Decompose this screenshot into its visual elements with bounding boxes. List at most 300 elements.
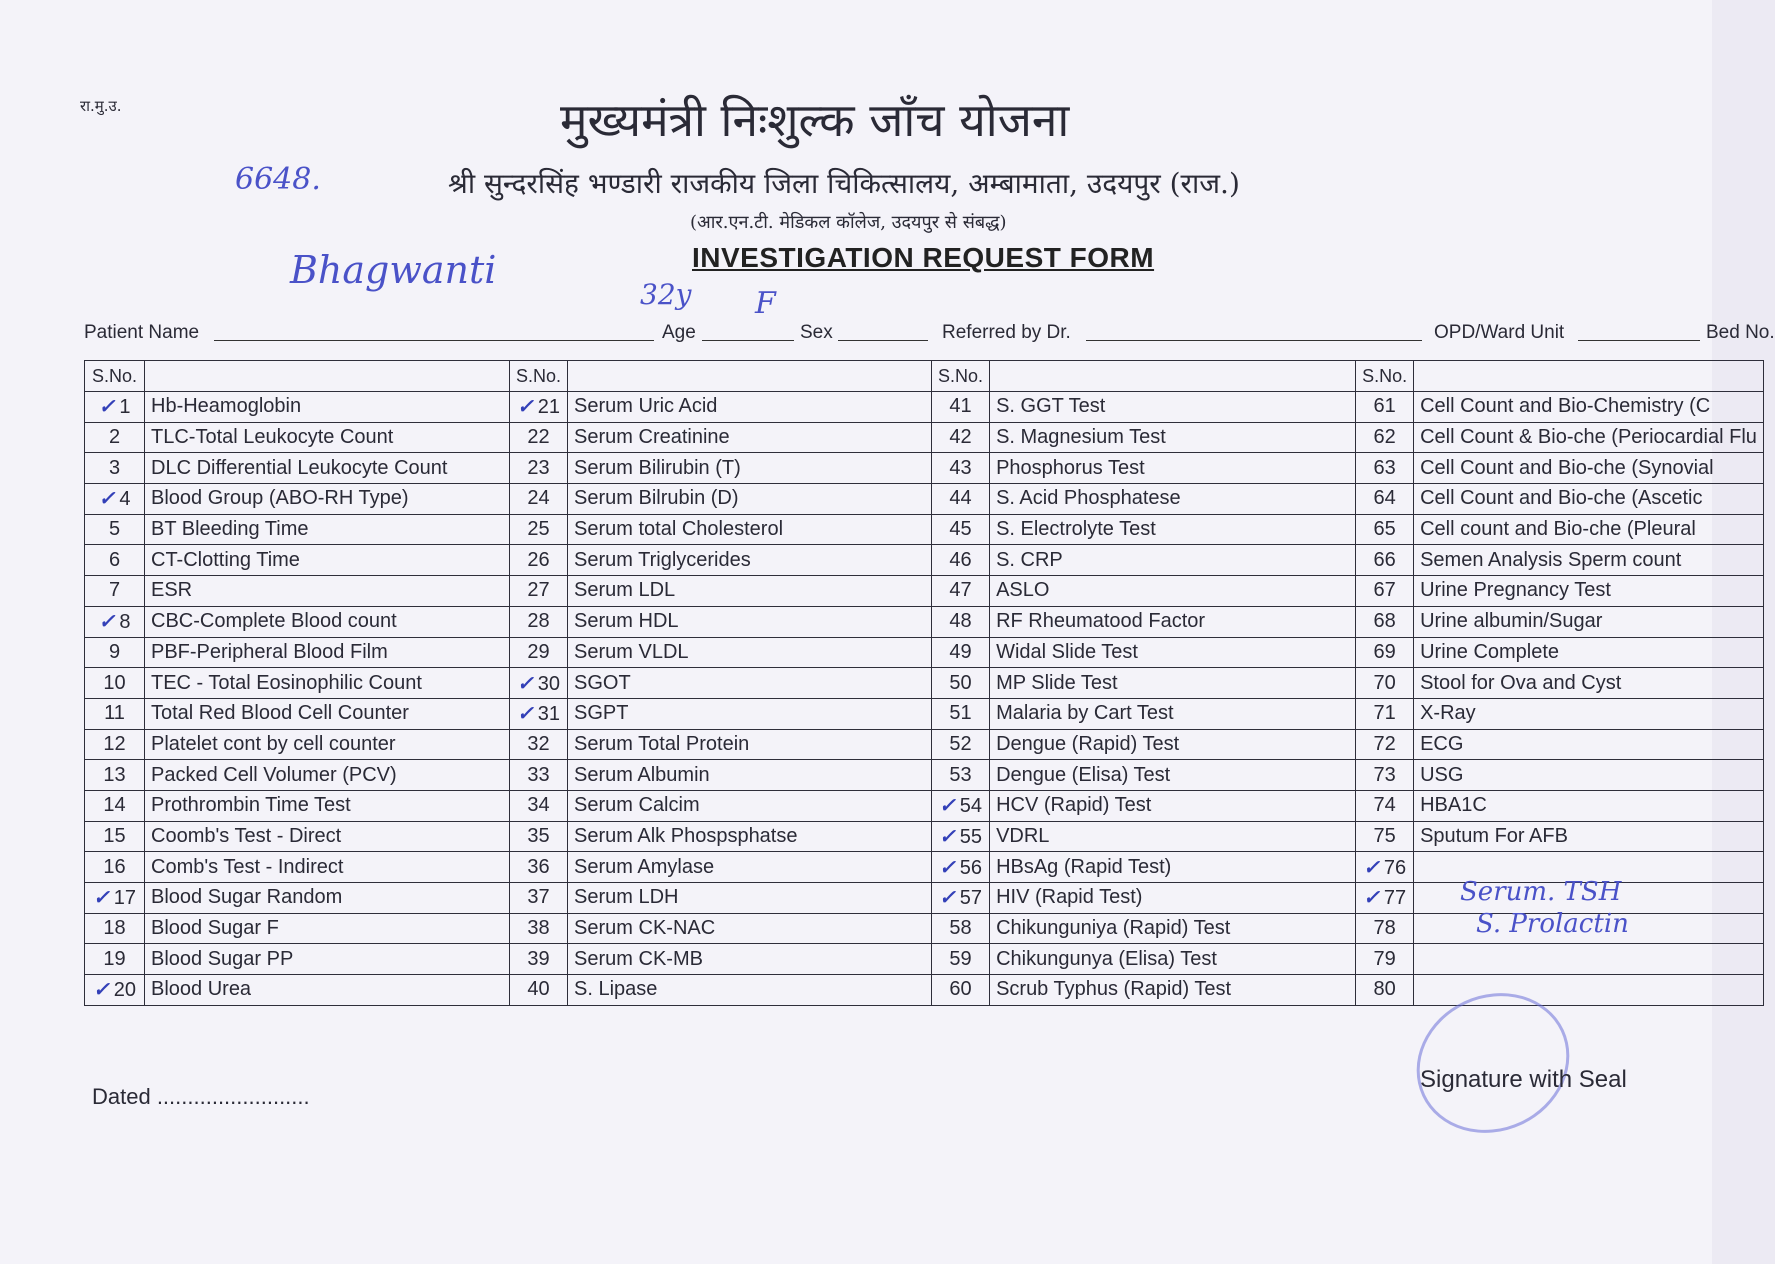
test-name: Serum Amylase (574, 855, 715, 878)
test-name: TEC - Total Eosinophilic Count (151, 671, 422, 694)
test-serial-number: 70 (1373, 671, 1396, 694)
test-serial-number: 75 (1373, 824, 1396, 847)
test-serial-cell[interactable] (1356, 453, 1414, 484)
test-name: Coomb's Test - Direct (151, 824, 342, 847)
checkmark-icon: ✓ (92, 887, 110, 910)
test-name: Chikunguniya (Rapid) Test (996, 917, 1231, 940)
table-row (85, 821, 1764, 852)
test-serial-number: 23 (527, 456, 550, 479)
test-name: Blood Urea (151, 978, 252, 1001)
test-serial-number: 26 (527, 548, 550, 571)
test-serial-cell[interactable] (932, 821, 990, 852)
test-serial-cell[interactable] (85, 975, 145, 1006)
test-serial-cell[interactable] (510, 392, 568, 423)
test-serial-cell[interactable] (85, 821, 145, 852)
handwritten-age: 32y (640, 278, 692, 311)
test-serial-cell[interactable] (932, 790, 990, 821)
test-name-cell (990, 729, 1356, 760)
test-serial-number: 47 (949, 579, 972, 602)
test-serial-cell[interactable] (1356, 913, 1414, 944)
table-row (85, 606, 1764, 637)
test-name: Sputum For AFB (1420, 824, 1568, 847)
test-name-cell (990, 637, 1356, 668)
test-serial-cell[interactable] (85, 637, 145, 668)
test-serial-cell[interactable] (510, 453, 568, 484)
test-serial-number: 67 (1373, 579, 1396, 602)
handwritten-reg-no: 6648. (235, 162, 321, 197)
test-serial-cell[interactable] (1356, 883, 1414, 914)
table-header-row (85, 361, 1764, 392)
test-serial-cell[interactable] (1356, 760, 1414, 791)
test-name-cell (990, 576, 1356, 607)
test-serial-number: 77 (1383, 887, 1407, 910)
test-serial-cell[interactable] (510, 606, 568, 637)
checkmark-icon: ✓ (939, 856, 956, 879)
test-serial-cell[interactable] (932, 484, 990, 515)
test-name: BT Bleeding Time (151, 518, 309, 541)
checkmark-icon: ✓ (939, 825, 956, 848)
test-serial-number: 69 (1373, 640, 1396, 663)
test-serial-number: 34 (527, 794, 550, 817)
test-serial-cell[interactable] (510, 484, 568, 515)
test-name-cell (145, 760, 510, 791)
test-serial-cell[interactable] (510, 729, 568, 760)
test-name: HBA1C (1420, 794, 1487, 817)
test-serial-number: 11 (104, 702, 125, 725)
test-serial-number: 41 (949, 395, 972, 418)
test-name-cell (1414, 698, 1764, 729)
scheme-title: मुख्यमंत्री निःशुल्क जाँच योजना (560, 93, 1070, 147)
test-name-cell (990, 790, 1356, 821)
test-serial-number: 66 (1373, 548, 1396, 571)
test-serial-number: 20 (113, 979, 136, 1002)
test-name: Malaria by Cart Test (996, 702, 1174, 725)
test-serial-number: 62 (1373, 426, 1396, 449)
test-serial-number: 1 (119, 396, 131, 419)
sno-header: S.No. (932, 361, 990, 392)
test-serial-cell[interactable] (932, 852, 990, 883)
test-name: Cell Count and Bio-che (Ascetic (1420, 487, 1703, 510)
test-serial-number: 42 (949, 426, 972, 449)
test-name: Serum LDL (574, 579, 676, 602)
test-serial-cell[interactable] (932, 729, 990, 760)
test-serial-cell[interactable] (510, 975, 568, 1006)
test-name-cell (990, 392, 1356, 423)
table-row (85, 698, 1764, 729)
test-name: Prothrombin Time Test (151, 794, 351, 817)
test-serial-cell[interactable] (932, 975, 990, 1006)
test-name-cell (1414, 545, 1764, 576)
opd-ward-line[interactable] (1578, 340, 1700, 341)
test-serial-cell[interactable] (932, 392, 990, 423)
test-name-cell (145, 392, 510, 423)
test-serial-cell[interactable] (510, 883, 568, 914)
table-row (85, 729, 1764, 760)
table-row (85, 944, 1764, 975)
test-serial-number: 49 (949, 640, 972, 663)
test-name-cell (568, 545, 932, 576)
test-name-cell (568, 484, 932, 515)
test-name-cell (145, 975, 510, 1006)
test-name: Dengue (Rapid) Test (996, 732, 1180, 755)
test-serial-cell[interactable] (510, 698, 568, 729)
table-row (85, 422, 1764, 453)
checkmark-icon: ✓ (98, 396, 116, 419)
table-row (85, 790, 1764, 821)
test-serial-number: 4 (119, 488, 131, 511)
test-serial-cell[interactable] (932, 883, 990, 914)
test-serial-cell[interactable] (1356, 422, 1414, 453)
test-serial-cell[interactable] (1356, 944, 1414, 975)
test-serial-number: 3 (108, 456, 121, 479)
test-serial-number: 8 (119, 611, 131, 634)
test-serial-number: 17 (113, 887, 136, 910)
test-serial-number: 27 (527, 579, 550, 602)
test-name: HCV (Rapid) Test (996, 794, 1152, 817)
test-name-cell (145, 576, 510, 607)
test-serial-number: 32 (527, 732, 550, 755)
test-serial-number: 46 (949, 548, 972, 571)
test-serial-cell[interactable] (510, 514, 568, 545)
test-name-cell (568, 514, 932, 545)
test-name-cell (990, 852, 1356, 883)
test-name-cell (1414, 668, 1764, 699)
test-serial-number: 38 (527, 917, 550, 940)
checkmark-icon: ✓ (517, 396, 534, 419)
test-serial-cell[interactable] (510, 545, 568, 576)
test-serial-cell[interactable] (85, 913, 145, 944)
test-serial-number: 18 (103, 917, 126, 940)
test-name-cell (145, 422, 510, 453)
test-serial-number: 56 (959, 856, 983, 879)
test-name: Cell count and Bio-che (Pleural (1420, 518, 1696, 541)
test-serial-cell[interactable] (510, 576, 568, 607)
test-serial-cell[interactable] (1356, 729, 1414, 760)
test-name-cell (568, 944, 932, 975)
test-name: X-Ray (1420, 702, 1476, 725)
test-name: USG (1420, 763, 1464, 786)
test-name: VDRL (996, 824, 1050, 847)
test-serial-cell[interactable] (932, 576, 990, 607)
sex-line[interactable] (838, 340, 928, 341)
test-name-cell (568, 668, 932, 699)
test-serial-cell[interactable] (85, 484, 145, 515)
test-serial-number: 48 (949, 610, 972, 633)
test-name-cell (990, 944, 1356, 975)
test-serial-cell[interactable] (510, 913, 568, 944)
test-serial-cell[interactable] (85, 545, 145, 576)
test-name-cell (990, 975, 1356, 1006)
test-name-cell (568, 883, 932, 914)
test-serial-cell[interactable] (85, 576, 145, 607)
test-name-cell (990, 913, 1356, 944)
test-serial-number: 40 (527, 978, 550, 1001)
test-serial-cell[interactable] (1356, 484, 1414, 515)
test-name-cell (145, 606, 510, 637)
test-header (1414, 361, 1764, 392)
test-serial-number: 76 (1383, 856, 1407, 879)
test-name: S. Electrolyte Test (996, 518, 1156, 541)
test-serial-cell[interactable] (85, 392, 145, 423)
test-serial-cell[interactable] (932, 698, 990, 729)
test-serial-number: 79 (1373, 947, 1396, 970)
test-name-cell (990, 545, 1356, 576)
test-serial-number: 10 (103, 671, 126, 694)
test-serial-cell[interactable] (510, 944, 568, 975)
test-serial-number: 28 (527, 610, 550, 633)
test-serial-cell[interactable] (510, 790, 568, 821)
patient-name-line[interactable] (214, 340, 654, 341)
test-name: Cell Count and Bio-che (Synovial (1420, 456, 1714, 479)
test-name-cell (1414, 790, 1764, 821)
test-serial-cell[interactable] (1356, 392, 1414, 423)
test-serial-number: 30 (537, 672, 561, 695)
test-serial-cell[interactable] (932, 422, 990, 453)
test-serial-number: 59 (949, 947, 972, 970)
test-header (568, 361, 932, 392)
test-serial-number: 53 (949, 763, 972, 786)
test-serial-cell[interactable] (932, 944, 990, 975)
test-name-cell (568, 975, 932, 1006)
test-serial-number: 16 (103, 855, 126, 878)
test-name-cell (145, 821, 510, 852)
test-serial-number: 78 (1373, 917, 1396, 940)
table-row (85, 392, 1764, 423)
test-serial-number: 15 (103, 824, 126, 847)
test-name-cell (1414, 760, 1764, 791)
test-serial-cell[interactable] (85, 760, 145, 791)
test-name: S. Magnesium Test (996, 426, 1166, 449)
test-serial-cell[interactable] (1356, 637, 1414, 668)
test-serial-number: 43 (949, 456, 972, 479)
test-name-cell (145, 545, 510, 576)
test-serial-cell[interactable] (932, 606, 990, 637)
affiliation-line: (आर.एन.टी. मेडिकल कॉलेज, उदयपुर से संबद्ध) (690, 212, 1007, 233)
test-serial-cell[interactable] (85, 852, 145, 883)
test-header (145, 361, 510, 392)
test-serial-number: 45 (949, 518, 972, 541)
test-serial-cell[interactable] (932, 453, 990, 484)
patient-name-label: Patient Name (84, 322, 200, 343)
test-name-cell (568, 606, 932, 637)
test-serial-cell[interactable] (510, 760, 568, 791)
signature-with-seal-label: Signature with Seal (1420, 1066, 1627, 1093)
test-name-cell (1414, 729, 1764, 760)
test-serial-cell[interactable] (85, 729, 145, 760)
test-serial-cell[interactable] (1356, 698, 1414, 729)
checkmark-icon: ✓ (98, 488, 116, 511)
test-name-cell (1414, 484, 1764, 515)
extra-test-1: Serum. TSH (1460, 877, 1622, 907)
test-name: Chikungunya (Elisa) Test (996, 947, 1217, 970)
referred-by-line[interactable] (1086, 340, 1422, 341)
test-serial-number: 9 (108, 640, 121, 663)
test-name: Blood Sugar PP (151, 947, 294, 970)
test-name-cell (145, 453, 510, 484)
test-serial-cell[interactable] (1356, 852, 1414, 883)
test-name-cell (990, 698, 1356, 729)
test-name: CT-Clotting Time (151, 548, 300, 571)
test-serial-number: 7 (108, 579, 121, 602)
test-serial-cell[interactable] (85, 422, 145, 453)
table-row (85, 545, 1764, 576)
test-serial-cell[interactable] (510, 668, 568, 699)
test-serial-number: 2 (108, 426, 121, 449)
test-serial-cell[interactable] (1356, 606, 1414, 637)
test-name: Stool for Ova and Cyst (1420, 671, 1622, 694)
dated-field[interactable]: Dated ......................... (92, 1084, 310, 1109)
test-serial-number: 5 (108, 518, 121, 541)
test-name: RF Rheumatood Factor (996, 610, 1206, 633)
test-name-cell (568, 913, 932, 944)
test-serial-cell[interactable] (510, 422, 568, 453)
test-name-cell (1414, 944, 1764, 975)
sex-label: Sex (800, 322, 833, 343)
test-name-cell (1414, 576, 1764, 607)
test-serial-cell[interactable] (932, 514, 990, 545)
test-name-cell (568, 453, 932, 484)
hospital-name: श्री सुन्दरसिंह भण्डारी राजकीय जिला चिकित्सालय, अम्बामाता, उदयपुर (राज.) (448, 167, 1240, 200)
test-name-cell (568, 392, 932, 423)
test-serial-cell[interactable] (932, 668, 990, 699)
test-serial-cell[interactable] (932, 545, 990, 576)
test-serial-cell[interactable] (85, 453, 145, 484)
test-serial-number: 29 (527, 640, 550, 663)
test-name: Packed Cell Volumer (PCV) (151, 763, 397, 786)
test-name-cell (990, 422, 1356, 453)
test-serial-cell[interactable] (85, 668, 145, 699)
test-serial-number: 65 (1373, 518, 1396, 541)
test-serial-number: 55 (959, 825, 983, 848)
test-name-cell (568, 698, 932, 729)
test-name-cell (1414, 453, 1764, 484)
test-serial-number: 39 (527, 947, 550, 970)
test-name-cell (1414, 821, 1764, 852)
sno-header: S.No. (85, 361, 145, 392)
test-name-cell (145, 729, 510, 760)
test-name: HBsAg (Rapid Test) (996, 855, 1172, 878)
test-serial-number: 44 (949, 487, 972, 510)
test-name-cell (568, 729, 932, 760)
test-serial-cell[interactable] (1356, 821, 1414, 852)
test-name-cell (568, 821, 932, 852)
test-serial-number: 58 (949, 917, 972, 940)
test-name-cell (568, 760, 932, 791)
test-name: Phosphorus Test (996, 456, 1145, 479)
test-serial-cell[interactable] (85, 606, 145, 637)
test-name: DLC Differential Leukocyte Count (151, 456, 448, 479)
test-serial-number: 35 (527, 824, 550, 847)
sno-header: S.No. (1356, 361, 1414, 392)
test-name: S. Acid Phosphatese (996, 487, 1181, 510)
test-serial-number: 63 (1373, 456, 1396, 479)
test-serial-cell[interactable] (85, 790, 145, 821)
test-name: SGOT (574, 671, 631, 694)
test-name: Serum Total Protein (574, 732, 750, 755)
test-name-cell (145, 637, 510, 668)
test-serial-cell[interactable] (932, 637, 990, 668)
test-name: Serum Bilirubin (T) (574, 456, 741, 479)
referred-by-label: Referred by Dr. (942, 322, 1071, 343)
test-serial-number: 37 (527, 886, 550, 909)
test-name-cell (145, 852, 510, 883)
test-name-cell (145, 944, 510, 975)
table-row (85, 576, 1764, 607)
test-serial-cell[interactable] (1356, 514, 1414, 545)
test-serial-number: 50 (949, 671, 972, 694)
test-name-cell (1414, 637, 1764, 668)
corner-code: रा.मु.उ. (80, 97, 122, 115)
test-serial-number: 14 (103, 794, 126, 817)
test-name: Urine albumin/Sugar (1420, 610, 1603, 633)
test-name: Serum Uric Acid (574, 395, 718, 418)
age-line[interactable] (702, 340, 794, 341)
test-name: Serum Bilrubin (D) (574, 487, 739, 510)
test-serial-cell[interactable] (85, 698, 145, 729)
test-name: Platelet cont by cell counter (151, 732, 396, 755)
test-serial-number: 60 (949, 978, 972, 1001)
checkmark-icon: ✓ (92, 979, 110, 1002)
test-name: Semen Analysis Sperm count (1420, 548, 1682, 571)
test-name-cell (145, 883, 510, 914)
test-name: Cell Count and Bio-Chemistry (C (1420, 395, 1711, 418)
test-serial-cell[interactable] (510, 852, 568, 883)
test-name: Serum HDL (574, 610, 679, 633)
test-serial-number: 51 (949, 702, 972, 725)
test-serial-number: 36 (527, 855, 550, 878)
test-name: Blood Sugar F (151, 917, 279, 940)
test-serial-cell[interactable] (85, 883, 145, 914)
test-serial-number: 25 (527, 518, 550, 541)
test-serial-number: 33 (527, 763, 550, 786)
test-name: Blood Group (ABO-RH Type) (151, 487, 409, 510)
test-serial-cell[interactable] (85, 514, 145, 545)
handwritten-extra-tests (1460, 876, 1629, 940)
checkmark-icon: ✓ (517, 703, 534, 726)
test-name: ASLO (996, 579, 1050, 602)
test-name-cell (990, 514, 1356, 545)
table-row (85, 453, 1764, 484)
test-name: Hb-Heamoglobin (151, 395, 302, 418)
test-serial-number: 80 (1373, 978, 1396, 1001)
test-name-cell (990, 606, 1356, 637)
test-name: Cell Count & Bio-che (Periocardial Flu (1420, 426, 1757, 449)
test-name-cell (990, 883, 1356, 914)
test-name: Serum VLDL (574, 640, 689, 663)
test-name: ESR (151, 579, 193, 602)
test-name-cell (1414, 606, 1764, 637)
test-serial-cell[interactable] (1356, 576, 1414, 607)
test-serial-number: 52 (949, 732, 972, 755)
test-serial-number: 31 (537, 703, 561, 726)
test-serial-cell[interactable] (1356, 975, 1414, 1006)
test-name-cell (568, 637, 932, 668)
bed-no-label: Bed No. (1706, 322, 1775, 343)
test-serial-cell[interactable] (932, 760, 990, 791)
test-name: Serum Triglycerides (574, 548, 751, 571)
test-serial-cell[interactable] (1356, 545, 1414, 576)
test-name-cell (145, 668, 510, 699)
test-name: Comb's Test - Indirect (151, 855, 344, 878)
test-name-cell (568, 422, 932, 453)
test-serial-cell[interactable] (85, 944, 145, 975)
test-serial-cell[interactable] (1356, 668, 1414, 699)
test-serial-cell[interactable] (510, 821, 568, 852)
test-serial-cell[interactable] (1356, 790, 1414, 821)
test-serial-cell[interactable] (932, 913, 990, 944)
test-serial-cell[interactable] (510, 637, 568, 668)
checkmark-icon: ✓ (1363, 856, 1380, 879)
